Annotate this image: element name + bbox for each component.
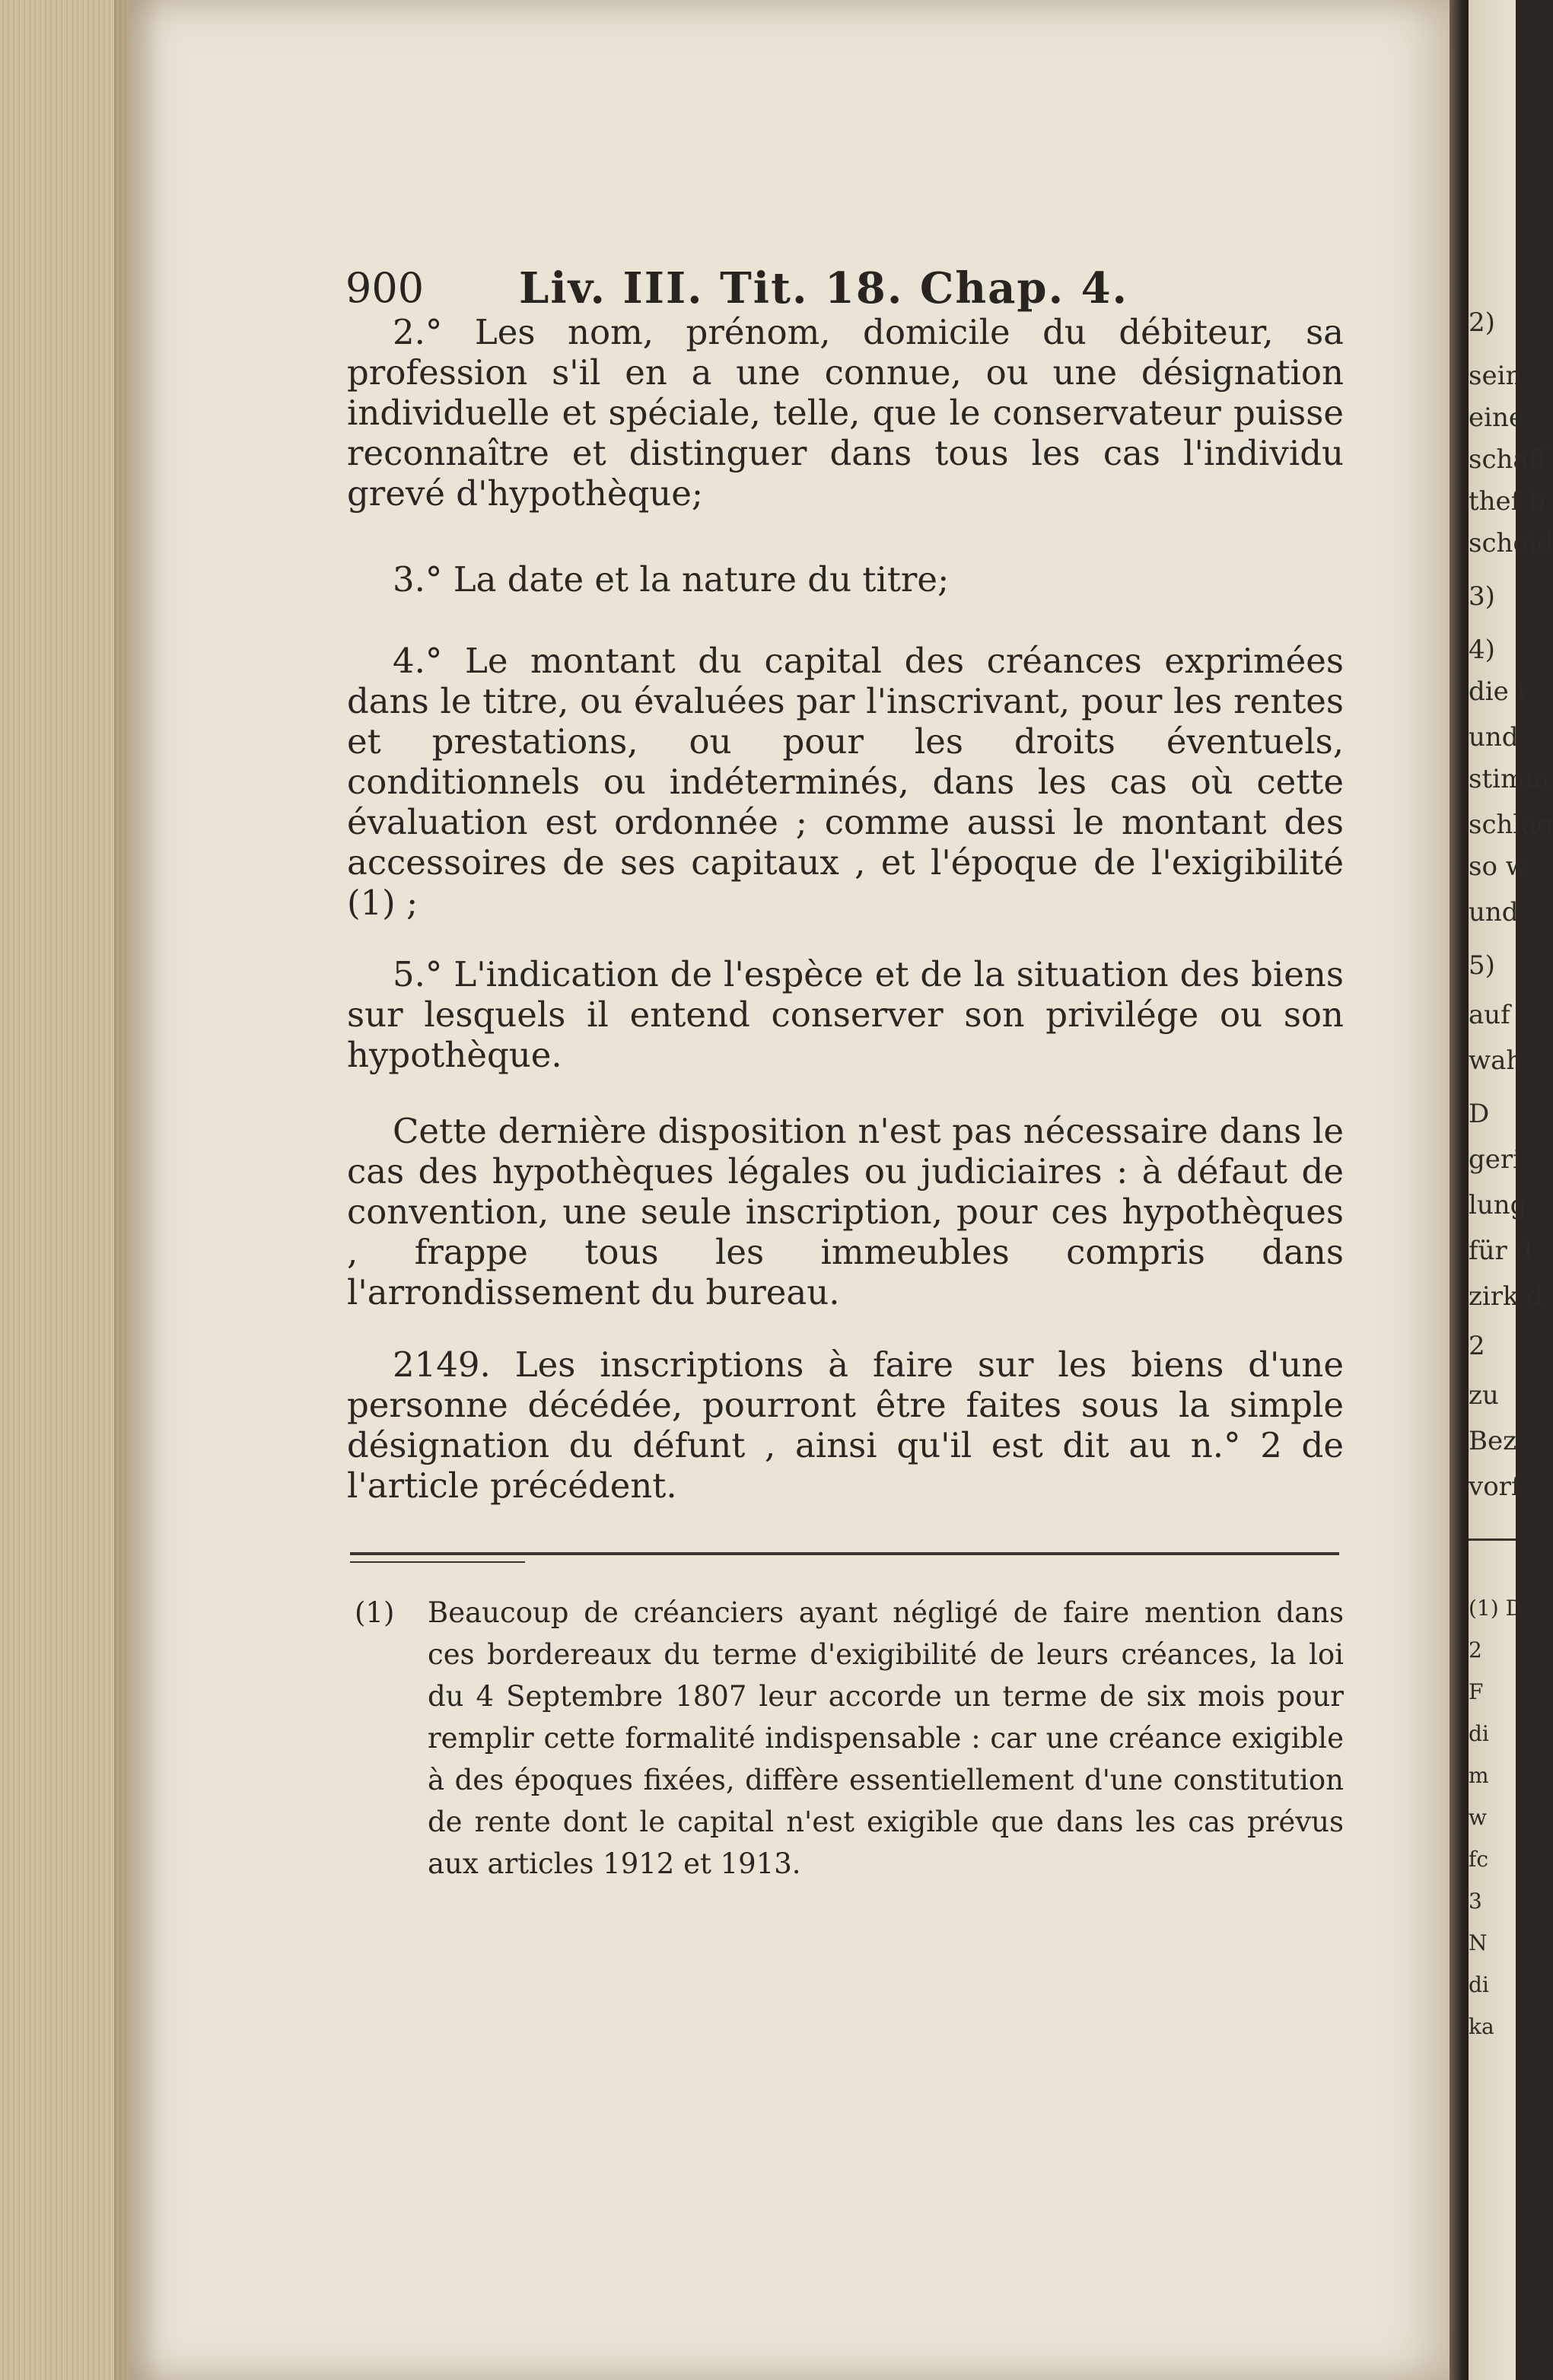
- right-page-line: thef b: [1469, 486, 1545, 517]
- right-page-line: 5): [1469, 950, 1495, 981]
- footnote-mark: (1): [355, 1596, 395, 1629]
- paragraph-disposition: Cette dernière disposition n'est pas nécessaire dans le cas des hypothèques légales ou judiciaires : à défaut de convention, une seule inscription, pour ces hypothèques , frappe tous les immeubles compris dans l'arrondissement du bureau.: [347, 1111, 1344, 1312]
- item-5: 5.° L'indication de l'espèce et de la situation des biens sur lesquels il entend conserver son privilége ou son hypothèque.: [347, 954, 1344, 1075]
- right-page-line: die i: [1469, 676, 1526, 707]
- right-page-line: 3): [1469, 581, 1495, 612]
- right-page-footnote-line: 2: [1469, 1637, 1482, 1662]
- right-page-line: D: [1469, 1099, 1490, 1129]
- right-page-line: 4): [1469, 635, 1495, 665]
- page-edge-shadow: [114, 0, 160, 2380]
- right-page-line: geri: [1469, 1144, 1522, 1175]
- right-page-footnote-line: 3: [1469, 1888, 1482, 1914]
- right-page-rule: [1469, 1538, 1516, 1541]
- right-page-line: lung: [1469, 1190, 1527, 1220]
- item-4: 4.° Le montant du capital des créances exprimées dans le titre, ou évaluées par l'inscrivant, pour les rentes et prestations, ou pour les droits éventuels, conditionnels ou indéterminés, dans les cas où cette évaluation est ordonnée ; comme aussi le montant des accessoires de ses capitaux , et l'époque de l'exigibilité (1) ;: [347, 641, 1344, 923]
- article-2149: 2149. Les inscriptions à faire sur les biens d'une personne décédée, pourront être faites sous la simple désignation du défunt , ainsi qu'il est dit au n.° 2 de l'article précédent.: [347, 1344, 1344, 1506]
- right-page-line: 2): [1469, 307, 1495, 338]
- right-page-line: sein: [1469, 361, 1523, 391]
- right-page-line: schlag: [1469, 810, 1553, 840]
- right-page-footnote-line: fc: [1469, 1847, 1489, 1872]
- right-page-line: und: [1469, 722, 1519, 752]
- right-page-footnote-line: m: [1469, 1763, 1489, 1788]
- right-page-line: stimm: [1469, 764, 1550, 794]
- book-gutter: [1450, 0, 1471, 2380]
- right-page-fragment: [1469, 0, 1553, 2380]
- right-page-line: vorf: [1469, 1472, 1521, 1502]
- right-page-line: scheid: [1469, 528, 1553, 558]
- footnote-text: Beaucoup de créanciers ayant négligé de faire mention dans ces bordereaux du terme d'exigibilité de leurs créances, la loi du 4 Septembre 1807 leur accorde un terme de six mois pour remplir cette formalité indispensable : car une créance exigible à des époques fixées, diffère essentiellement d'une constitution de rente dont le capital n'est exigible que dans les cas prévus aux articles 1912 et 1913.: [428, 1596, 1344, 1880]
- item-3: 3.° La date et la nature du titre;: [393, 559, 950, 600]
- right-page-line: auf: [1469, 1000, 1510, 1030]
- footnote-separator: [350, 1552, 1339, 1555]
- footnote-separator-short: [350, 1561, 525, 1563]
- right-page-line: 2: [1469, 1331, 1485, 1361]
- right-page-line: Bez: [1469, 1426, 1517, 1456]
- right-page-footnote-line: di: [1469, 1972, 1489, 1997]
- right-page-footnote-line: di: [1469, 1721, 1489, 1746]
- right-page-line: und: [1469, 897, 1519, 928]
- running-head: Liv. III. Tit. 18. Chap. 4.: [519, 263, 1129, 313]
- right-page-line: zirk d: [1469, 1281, 1544, 1312]
- page-number: 900: [345, 264, 425, 312]
- right-page-line: eine: [1469, 402, 1525, 433]
- right-page-line: für d: [1469, 1236, 1532, 1266]
- right-page-footnote-line: ka: [1469, 2014, 1494, 2039]
- right-page-footnote-line: (1) D: [1469, 1596, 1523, 1621]
- right-page-footnote-line: w: [1469, 1805, 1487, 1830]
- right-page-footnote-line: F: [1469, 1679, 1484, 1704]
- right-page-line: zu: [1469, 1380, 1499, 1411]
- item-2: 2.° Les nom, prénom, domicile du débiteur, sa profession s'il en a une connue, ou une désignation individuelle et spéciale, telle, que le conservateur puisse reconnaître et distinguer dans tous les cas l'individu grevé d'hypothèque;: [347, 312, 1344, 514]
- right-page-line: so w: [1469, 851, 1528, 882]
- right-page-footnote-line: N: [1469, 1930, 1488, 1955]
- right-page-line: wah: [1469, 1045, 1523, 1076]
- right-page-line: schaff: [1469, 444, 1547, 475]
